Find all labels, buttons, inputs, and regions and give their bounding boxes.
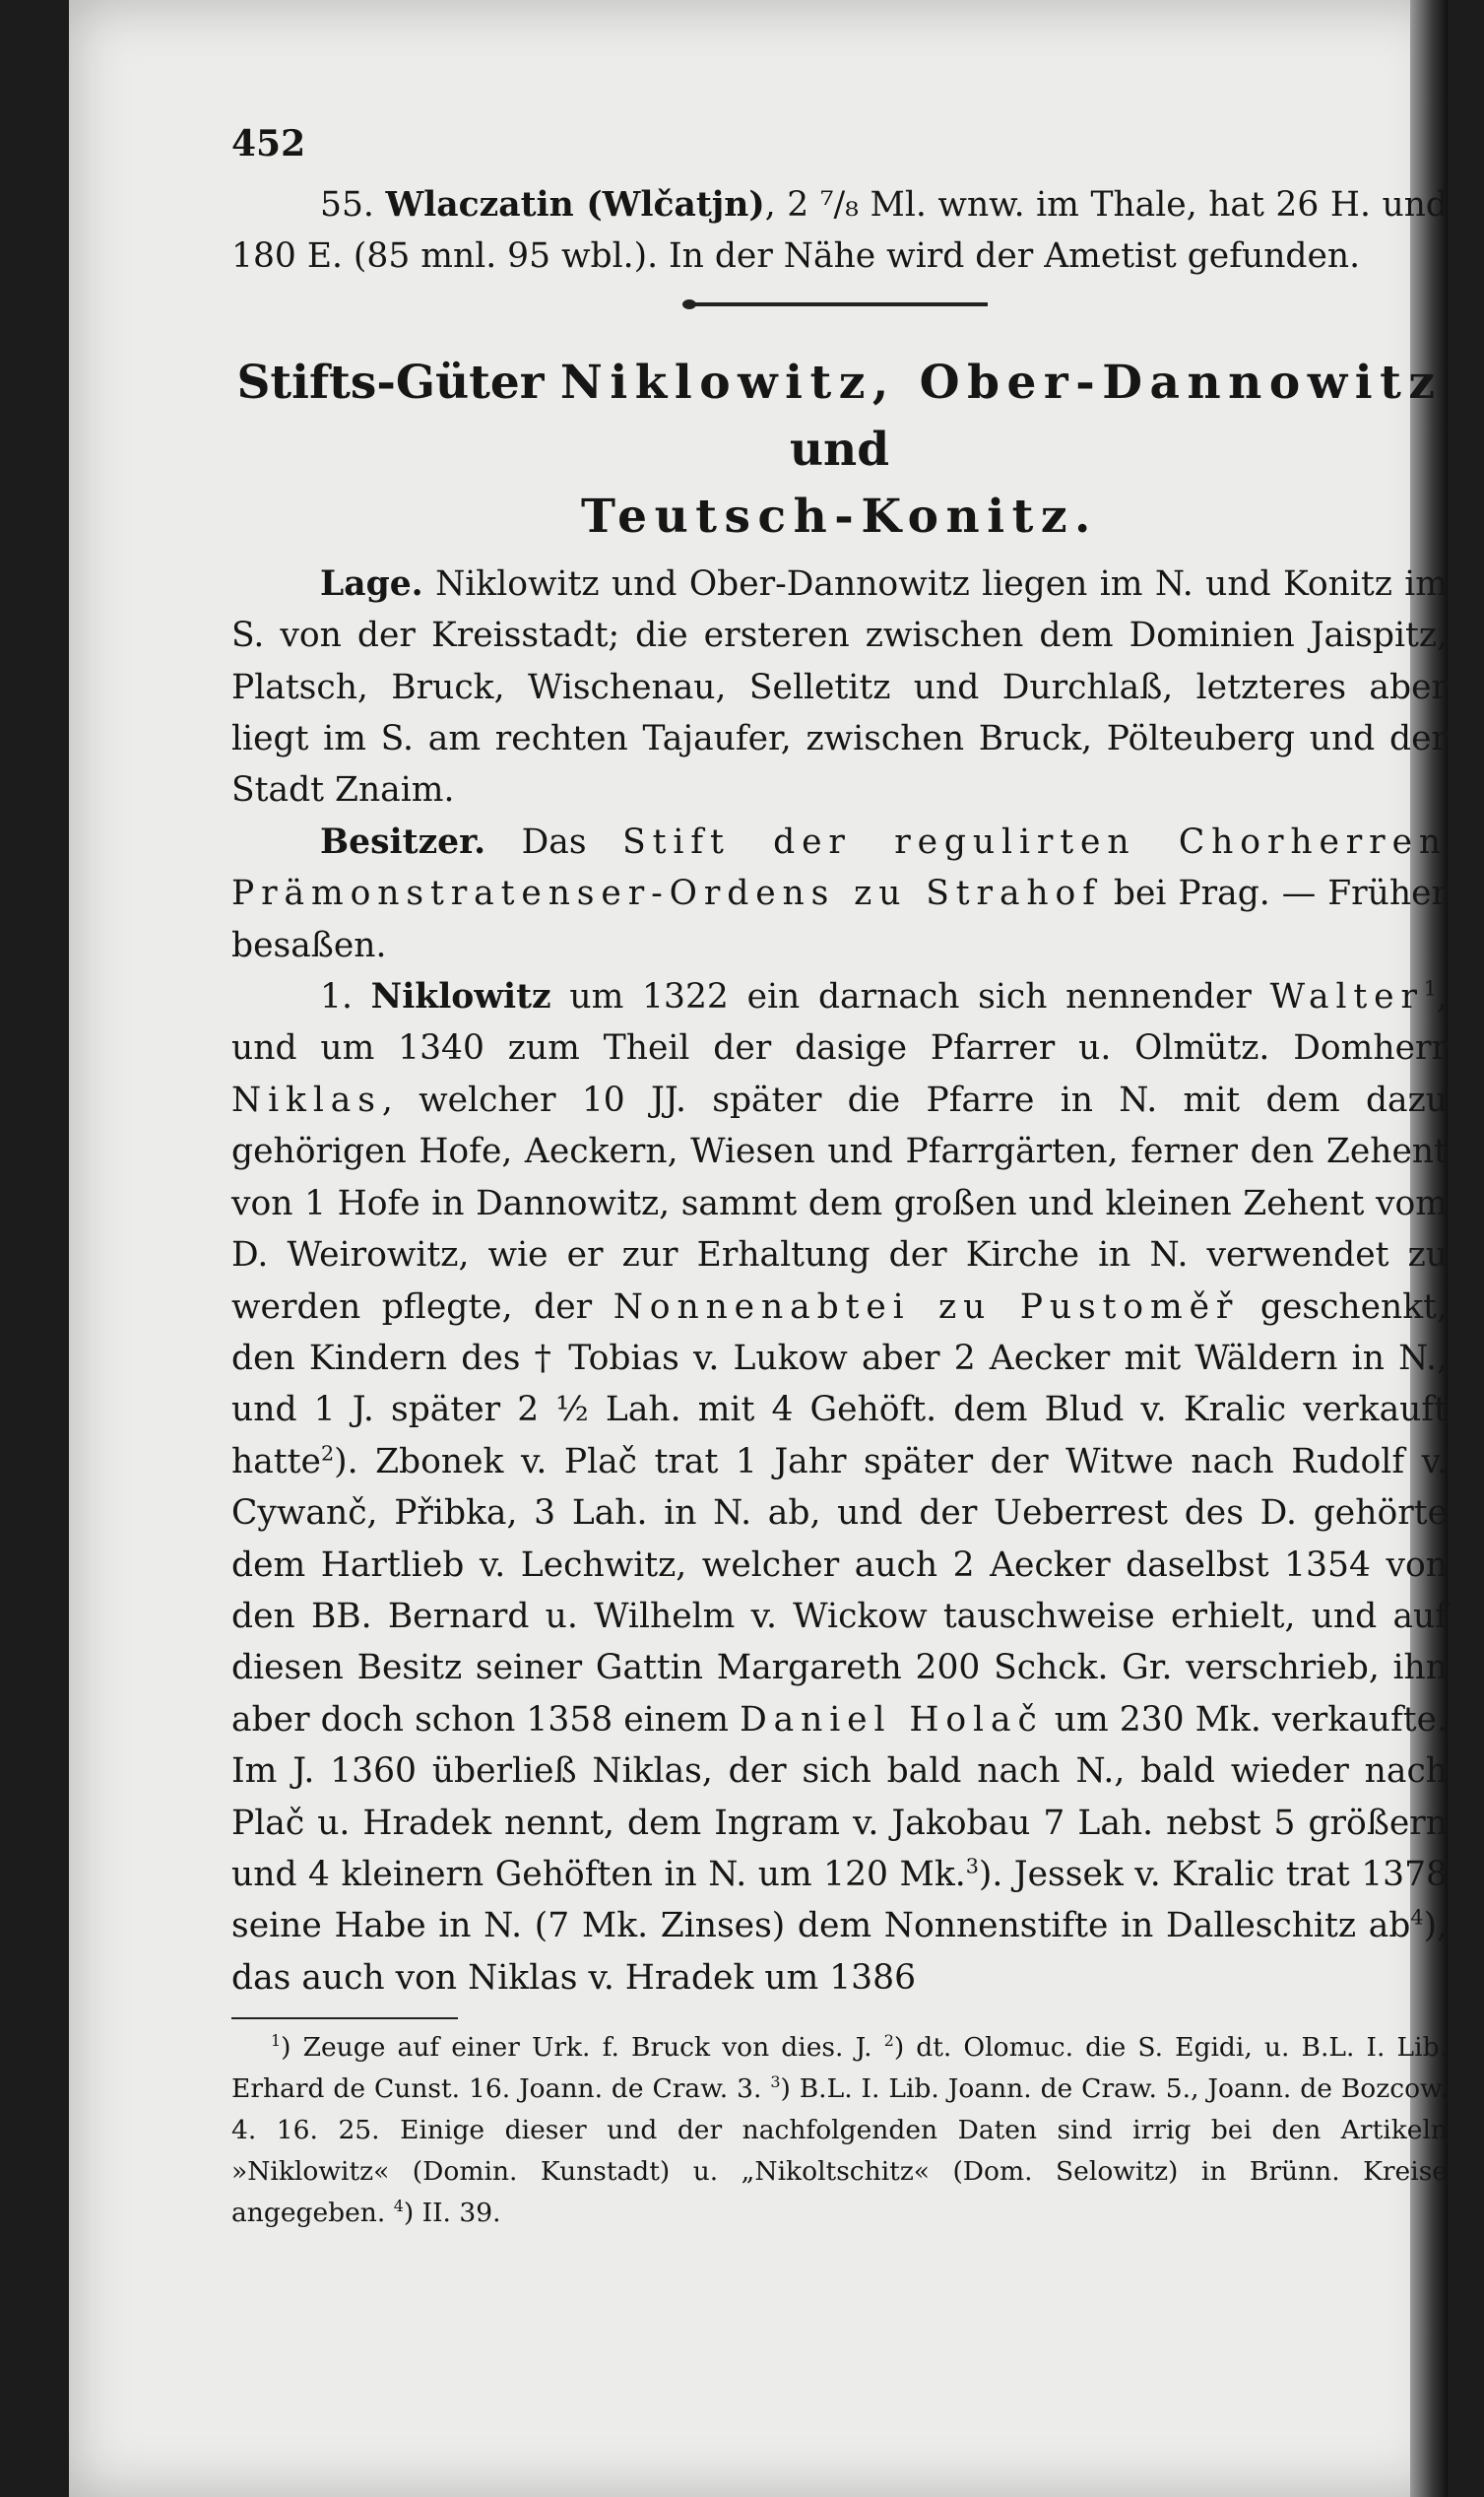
footnote-2-text: ) dt. Olomuc. die S. Egidi, u. B.L. I. Lib. Erhard de Cunst. 16. Joann. de Craw. 3.: [231, 2032, 1448, 2105]
besitzer-label: Besitzer.: [320, 821, 486, 862]
item-55-name: Wlaczatin (Wlčatjn): [385, 185, 765, 225]
item-55: [231, 179, 1448, 283]
besitzer-t1: Das: [521, 821, 587, 862]
section-separator: [692, 302, 988, 306]
footnote-1-text: ) Zeuge auf einer Urk. f. Bruck von dies. J.: [281, 2032, 872, 2064]
para1-t3: , welcher 10 JJ. später die Pfarre in N. mit dem dazu gehörigen Hofe, Aeckern, Wiesen und Pfarrgärten, ferner den Zehent von 1 Hofe in Dannowitz, sammt dem großen und kleinen Zehent vom D. Weirowitz, wie er zur Erhaltung der Kirche in N. verwendet zu werden pflegte, der: [231, 1080, 1448, 1327]
para1-daniel-holac: Daniel Holač: [740, 1699, 1044, 1740]
section-heading: [231, 350, 1448, 551]
niklowitz-paragraph: [231, 971, 1448, 2004]
para1-t4: geschenkt, den Kindern des † Tobias v. Lukow aber 2 Aecker mit Wäldern in N., und 1 J. später 2 ½ Lah. mit 4 Gehöft. dem Blud v. Kralic verkauft hatte: [231, 1286, 1448, 1481]
para1-t7: ). Jessek v. Kralic trat 1378 seine Habe in N. (7 Mk. Zinses) dem Nonnenstifte in Dalleschitz ab: [231, 1854, 1448, 1946]
footnotes: [231, 2027, 1448, 2234]
heading-part3: und: [789, 422, 890, 477]
para1-name: Niklowitz: [370, 977, 551, 1018]
para1-t6: um 230 Mk. verkaufte. Im J. 1360 überließ Niklas, der sich bald nach N., bald wieder nach Plač u. Hradek nennt, dem Ingram v. Jakobau 7 Lah. nebst 5 größern und 4 kleinern Gehöften in N. um 120 Mk.: [231, 1699, 1448, 1894]
heading-part4: Teutsch-Konitz.: [581, 489, 1098, 544]
item-55-number: 55.: [320, 185, 374, 225]
heading-part2: Niklowitz, Ober-Dannowitz: [559, 355, 1443, 410]
besitzer-paragraph: [231, 817, 1448, 971]
para1-t8: ), das auch von Niklas v. Hradek um 1386: [231, 1906, 1448, 1998]
besitzer-spaced-name: Stift der regulirten Chorherren Prämonstratenser-Ordens zu Strahof: [231, 821, 1449, 914]
para1-walter: Walter: [1269, 977, 1424, 1018]
besitzer-t2: bei Prag. — Früher besaßen.: [231, 874, 1448, 965]
page-number: 452: [231, 123, 306, 164]
footnote-3-text: ) B.L. I. Lib. Joann. de Craw. 5., Joann. de Bozcow. 4. 16. 25. Einige dieser und der nachfolgenden Daten sind irrig bei den Artikeln »Niklowitz« (Domin. Kunstadt) u. „Nikoltschitz« (Dom. Selowitz) in Brünn. Kreise angegeben.: [231, 2073, 1448, 2229]
heading-part1: Stifts-Güter: [236, 355, 545, 410]
book-page: [69, 0, 1448, 2497]
item-55-text: , 2 ⁷/₈ Ml. wnw. im Thale, hat 26 H. und 180 E. (85 mnl. 95 wbl.). In der Nähe wird der Ametist gefunden.: [231, 185, 1448, 277]
para1-nonnenabtei: Nonnenabtei zu Pustoměř: [613, 1286, 1240, 1327]
footnote-1-marker: 1: [271, 2031, 282, 2051]
footnote-ref-1[interactable]: 1: [1423, 976, 1438, 1001]
para1-number: 1.: [320, 977, 353, 1018]
footnote-block: [231, 2027, 1448, 2234]
footnote-rule: [231, 2017, 458, 2019]
para1-t5: ). Zbonek v. Plač trat 1 Jahr später der Witwe nach Rudolf v. Cywanč, Přibka, 3 Lah. in N. ab, und der Ueberrest des D. gehörte dem Hartlieb v. Lechwitz, welcher auch 2 Aecker daselbst 1354 von den BB. Bernard u. Wilhelm v. Wickow tauschweise erhielt, und auf diesen Besitz seiner Gattin Margareth 200 Schck. Gr. verschrieb, ihn aber doch schon 1358 einem: [231, 1441, 1448, 1740]
footnote-ref-2[interactable]: 2: [320, 1441, 335, 1466]
para1-niklas: Niklas: [231, 1080, 382, 1120]
footnote-2-marker: 2: [883, 2031, 894, 2051]
lage-text: Niklowitz und Ober-Dannowitz liegen im N. und Konitz im S. von der Kreisstadt; die ersteren zwischen dem Dominien Jaispitz, Platsch, Bruck, Wischenau, Selletitz und Durchlaß, letzteres aber liegt im S. am rechten Tajaufer, zwischen Bruck, Pölteuberg und der Stadt Znaim.: [231, 563, 1449, 811]
footnote-ref-4[interactable]: 4: [1410, 1905, 1424, 1930]
page-text: [231, 118, 1448, 2234]
lage-paragraph: [231, 559, 1448, 817]
footnote-4-marker: 4: [393, 2197, 404, 2216]
footnote-3-marker: 3: [770, 2072, 781, 2092]
para1-t2: , und um 1340 zum Theil der dasige Pfarrer u. Olmütz. Domherr: [231, 977, 1449, 1069]
lage-label: Lage.: [320, 563, 423, 604]
footnote-4-text: ) II. 39.: [403, 2198, 501, 2229]
para1-t1: um 1322 ein darnach sich nennender: [569, 977, 1252, 1018]
footnote-ref-3[interactable]: 3: [965, 1854, 979, 1878]
